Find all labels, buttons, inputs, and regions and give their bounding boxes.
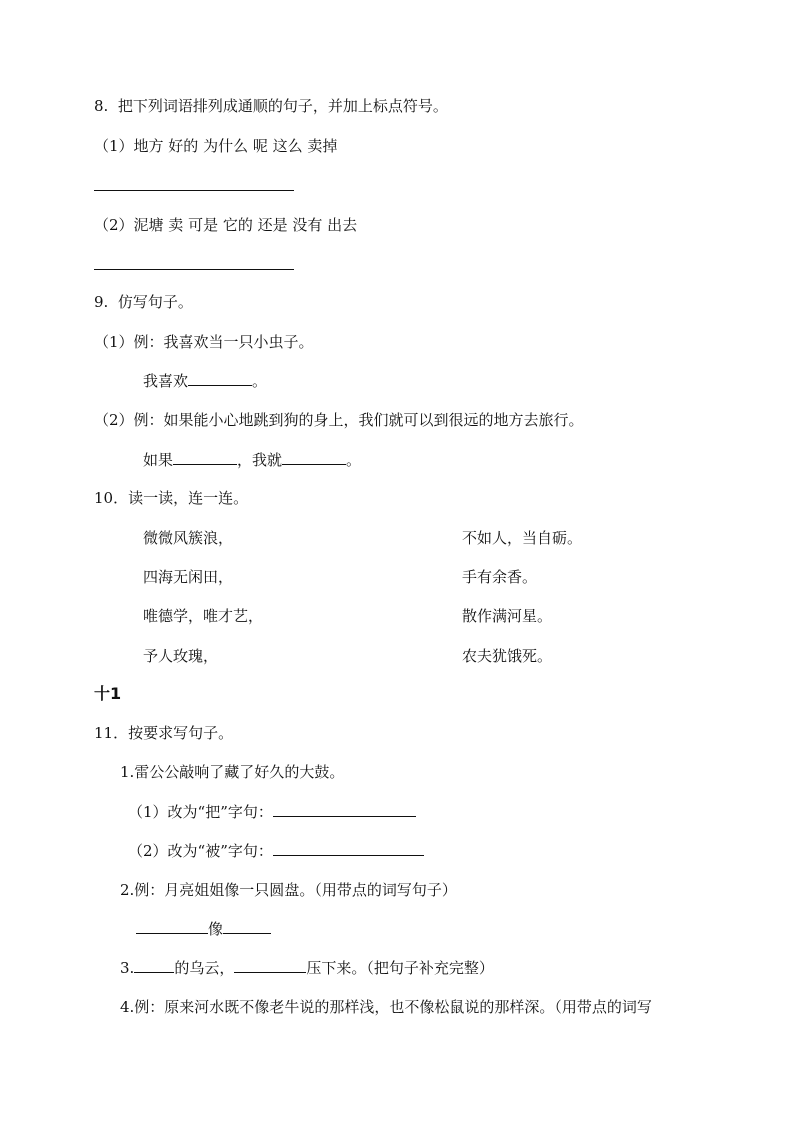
q9-item-2-part-c: 。 [346,451,362,469]
q9-item-2-answer [143,450,361,470]
q11-sentence-3 [120,958,494,978]
q11-sentence-3-mid: 的乌云， [174,959,235,977]
q10-right-3[interactable]: 散作满河星。 [462,607,553,625]
q10-title: 10．读一读，连一连。 [94,489,249,507]
q11-sentence-3-blank-2[interactable] [234,958,306,973]
q8-answer-line-2[interactable] [94,269,294,270]
q9-item-1-answer [143,371,267,391]
section-heading: 十1 [94,684,122,703]
q9-title: 9. 仿写句子。 [94,293,193,311]
q10-right-2[interactable]: 手有余香。 [462,568,538,586]
q9-item-1: （1）例：我喜欢当一只小虫子。 [94,333,314,351]
q10-left-4[interactable]: 予人玫瑰， [143,647,219,665]
q9-item-2-blank-1[interactable] [173,450,237,465]
q11-sentence-1b-label: （2）改为“被”字句： [128,842,273,860]
q10-right-1[interactable]: 不如人，当自砺。 [462,529,583,547]
q11-sentence-3-end: 压下来。（把句子补充完整） [306,959,494,977]
q11-sentence-2: 2.例：月亮姐姐像一只圆盘。（用带点的词写句子） [120,881,457,899]
q11-title: 11．按要求写句子。 [94,724,234,742]
q11-sentence-4: 4.例：原来河水既不像老牛说的那样浅，也不像松鼠说的那样深。（用带点的词写 [120,998,652,1016]
q11-sentence-2-blank-2[interactable] [223,919,271,934]
q8-title: 8. 把下列词语排列成通顺的句子，并加上标点符号。 [94,97,448,115]
q10-left-3[interactable]: 唯德学，唯才艺， [143,607,264,625]
q10-left-2[interactable]: 四海无闲田， [143,568,234,586]
q11-sentence-3-number: 3. [120,959,135,977]
q10-left-1[interactable]: 微微风簇浪， [143,529,234,547]
q9-item-1-prefix: 我喜欢 [143,372,189,390]
q11-sentence-2-mid: 像 [208,920,224,938]
q11-sentence-2-answer [136,919,271,939]
q11-sentence-1: 1.雷公公敲响了藏了好久的大鼓。 [120,763,345,781]
q11-sentence-2-blank-1[interactable] [136,919,208,934]
q11-sentence-3-blank-1[interactable] [134,958,174,973]
q11-sentence-1b [128,841,424,861]
q8-item-2: （2）泥塘 卖 可是 它的 还是 没有 出去 [94,216,358,234]
q8-item-1: （1）地方 好的 为什么 呢 这么 卖掉 [94,137,338,155]
q9-item-2-blank-2[interactable] [282,450,346,465]
q11-sentence-1b-blank[interactable] [273,841,424,856]
q8-answer-line-1[interactable] [94,190,294,191]
q11-sentence-1a-label: （1）改为“把”字句： [128,803,273,821]
q11-sentence-1a-blank[interactable] [273,802,416,817]
q9-item-2-part-b: ，我就 [237,451,283,469]
q11-sentence-1a [128,802,416,822]
q9-item-1-suffix: 。 [252,372,268,390]
q10-right-4[interactable]: 农夫犹饿死。 [462,647,553,665]
q9-item-2: （2）例：如果能小心地跳到狗的身上，我们就可以到很远的地方去旅行。 [94,411,584,429]
q9-item-1-blank[interactable] [188,371,252,386]
q9-item-2-part-a: 如果 [143,451,174,469]
